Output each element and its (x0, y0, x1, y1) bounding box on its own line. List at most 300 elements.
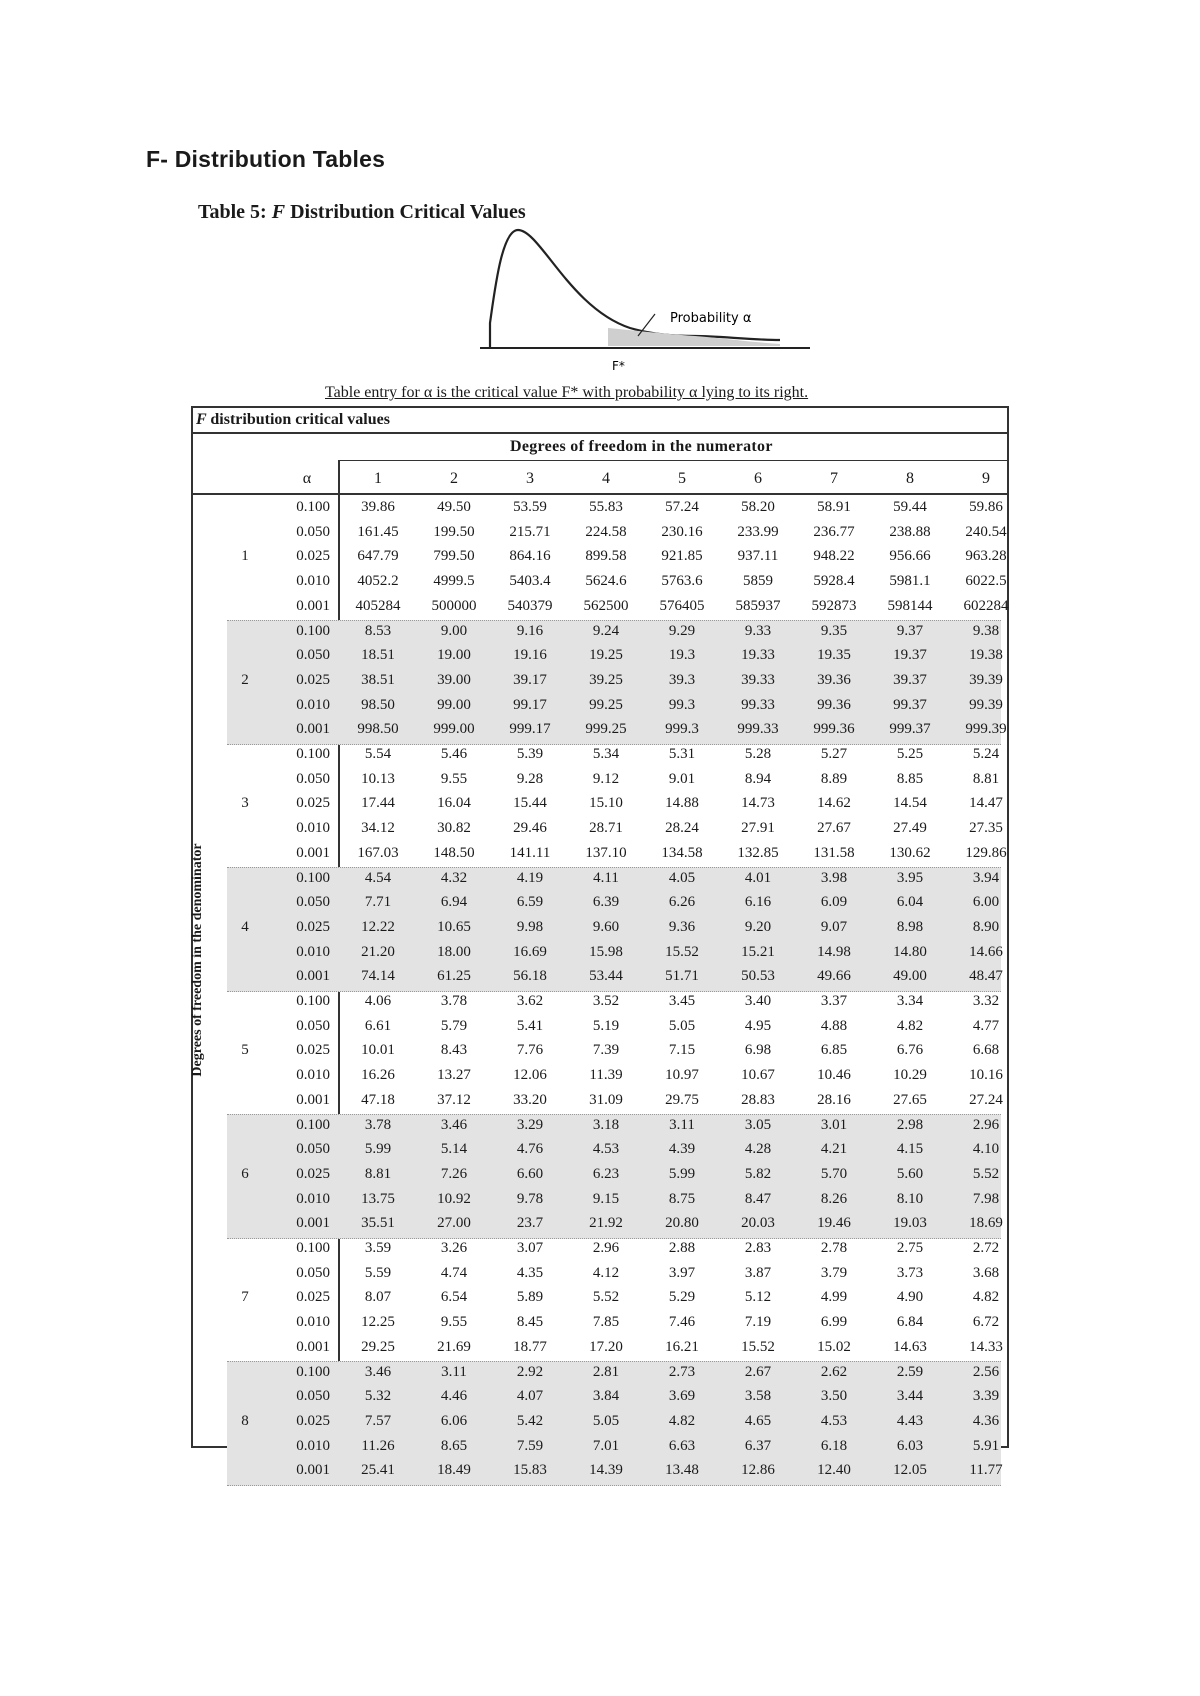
critical-value-cell: 2.96 (592, 1240, 620, 1256)
critical-value-cell: 5.70 (820, 1165, 848, 1182)
critical-value-cell: 3.37 (820, 993, 848, 1009)
critical-value-cell: 6.39 (592, 894, 620, 911)
critical-value-cell: 2.88 (668, 1240, 696, 1256)
critical-value-cell: 3.98 (820, 869, 848, 886)
critical-value-cell: 12.25 (361, 1314, 395, 1331)
critical-value-cell: 3.44 (896, 1388, 924, 1405)
critical-value-cell: 3.01 (820, 1116, 848, 1133)
critical-value-cell: 29.25 (361, 1338, 395, 1355)
critical-value-cell: 20.03 (741, 1215, 775, 1232)
critical-value-cell: 4.88 (820, 1017, 848, 1034)
frame-title (196, 411, 390, 429)
critical-value-cell: 5.24 (972, 746, 1000, 762)
alpha-value: 0.010 (296, 1437, 330, 1454)
alpha-value: 0.001 (296, 1462, 330, 1479)
critical-value-cell: 9.29 (668, 622, 696, 639)
critical-value-cell: 4.12 (592, 1264, 620, 1281)
critical-value-cell: 27.91 (741, 820, 775, 837)
critical-value-cell: 236.77 (813, 523, 855, 540)
critical-value-cell: 10.97 (665, 1067, 699, 1084)
critical-value-cell: 33.20 (513, 1091, 547, 1108)
critical-value-cell: 14.62 (817, 795, 851, 812)
critical-value-cell: 5.32 (364, 1388, 392, 1405)
critical-value-cell: 9.33 (744, 622, 772, 639)
critical-value-cell: 6.60 (516, 1165, 544, 1182)
critical-value-cell: 4.06 (364, 993, 392, 1009)
critical-value-cell: 5.59 (364, 1264, 392, 1281)
critical-value-cell: 99.39 (969, 696, 1003, 713)
critical-value-cell: 4.01 (744, 869, 772, 886)
critical-value-cell: 8.53 (364, 622, 392, 639)
critical-value-cell: 240.54 (965, 523, 1007, 540)
critical-value-cell: 13.27 (437, 1067, 471, 1084)
critical-value-cell: 49.50 (437, 499, 471, 515)
critical-value-cell: 2.98 (896, 1116, 924, 1133)
critical-value-cell: 10.01 (361, 1042, 395, 1059)
critical-value-cell: 4.74 (440, 1264, 468, 1281)
numerator-heading: Degrees of freedom in the numerator (510, 438, 773, 455)
critical-value-cell: 948.22 (813, 548, 855, 565)
critical-value-cell: 4.11 (593, 869, 619, 886)
critical-value-cell: 20.80 (665, 1215, 699, 1232)
table-title-rest: Distribution Critical Values (290, 201, 526, 223)
critical-value-cell: 4.28 (744, 1141, 772, 1158)
alpha-value: 0.100 (296, 1363, 330, 1380)
critical-value-cell: 53.59 (513, 499, 547, 515)
critical-value-cell: 19.38 (969, 647, 1003, 664)
critical-value-cell: 2.62 (820, 1363, 848, 1380)
critical-value-cell: 12.22 (361, 918, 395, 935)
critical-value-cell: 4.82 (972, 1289, 1000, 1306)
critical-value-cell: 500000 (431, 597, 477, 614)
critical-value-cell: 864.16 (509, 548, 551, 565)
critical-value-cell: 14.88 (665, 795, 699, 812)
critical-value-cell: 937.11 (737, 548, 779, 565)
critical-value-cell: 16.26 (361, 1067, 395, 1084)
critical-value-cell: 7.59 (516, 1437, 544, 1454)
critical-value-cell: 49.66 (817, 968, 851, 985)
numerator-df-header: 8 (906, 470, 914, 487)
denominator-df-label: 5 (241, 1042, 249, 1059)
critical-value-cell: 233.99 (737, 523, 779, 540)
critical-value-cell: 27.24 (969, 1091, 1003, 1108)
critical-value-cell: 4052.2 (357, 573, 399, 590)
critical-value-cell: 19.25 (589, 647, 623, 664)
critical-value-cell: 5.39 (516, 746, 544, 762)
critical-value-cell: 3.45 (668, 993, 696, 1009)
critical-value-cell: 6.68 (972, 1042, 1000, 1059)
critical-value-cell: 3.84 (592, 1388, 620, 1405)
critical-value-cell: 3.07 (516, 1240, 544, 1256)
alpha-value: 0.050 (296, 1141, 330, 1158)
critical-value-cell: 4.54 (364, 869, 392, 886)
critical-value-cell: 9.38 (972, 622, 1000, 639)
critical-value-cell: 7.98 (972, 1190, 1000, 1207)
critical-value-cell: 5.27 (820, 746, 848, 762)
numerator-df-header: 6 (754, 470, 762, 487)
critical-value-cell: 7.26 (440, 1165, 468, 1182)
critical-value-cell: 3.26 (440, 1240, 468, 1256)
critical-value-cell: 6.16 (744, 894, 772, 911)
critical-value-cell: 9.60 (592, 918, 620, 935)
alpha-value: 0.001 (296, 1215, 330, 1232)
critical-value-cell: 99.36 (817, 696, 851, 713)
critical-value-cell: 5859 (743, 573, 773, 590)
critical-value-cell: 29.75 (665, 1091, 699, 1108)
critical-value-cell: 167.03 (357, 844, 399, 861)
critical-value-cell: 576405 (659, 597, 705, 614)
critical-value-cell: 16.21 (665, 1338, 699, 1355)
critical-value-cell: 18.77 (513, 1338, 547, 1355)
alpha-value: 0.100 (296, 869, 330, 886)
critical-value-cell: 59.44 (893, 499, 927, 515)
numerator-df-header: 9 (982, 470, 990, 487)
critical-value-cell: 15.21 (741, 943, 775, 960)
critical-value-cell: 3.78 (440, 993, 468, 1009)
critical-value-cell: 4.53 (592, 1141, 620, 1158)
critical-value-cell: 19.00 (437, 647, 471, 664)
critical-value-cell: 56.18 (513, 968, 547, 985)
critical-value-cell: 58.20 (741, 499, 775, 515)
critical-value-cell: 4.82 (896, 1017, 924, 1034)
alpha-value: 0.010 (296, 1314, 330, 1331)
critical-value-cell: 5.42 (516, 1412, 544, 1429)
critical-value-cell: 9.07 (820, 918, 848, 935)
critical-value-cell: 999.00 (433, 721, 475, 738)
critical-value-cell: 15.02 (817, 1338, 851, 1355)
shaded-group-band (227, 867, 1001, 993)
critical-value-cell: 10.16 (969, 1067, 1003, 1084)
critical-value-cell: 4.15 (896, 1141, 924, 1158)
critical-value-cell: 28.24 (665, 820, 699, 837)
critical-value-cell: 29.46 (513, 820, 547, 837)
alpha-value: 0.010 (296, 820, 330, 837)
critical-value-cell: 2.59 (896, 1363, 924, 1380)
critical-value-cell: 8.90 (972, 918, 1000, 935)
critical-value-cell: 53.44 (589, 968, 623, 985)
denominator-df-label: 2 (241, 671, 249, 688)
critical-value-cell: 7.15 (668, 1042, 696, 1059)
critical-value-cell: 129.86 (965, 844, 1007, 861)
critical-value-cell: 8.81 (364, 1165, 392, 1182)
critical-value-cell: 19.03 (893, 1215, 927, 1232)
critical-value-cell: 9.20 (744, 918, 772, 935)
critical-value-cell: 6.03 (896, 1437, 924, 1454)
denominator-df-label: 3 (241, 795, 249, 812)
shaded-group-band (227, 620, 1001, 746)
critical-value-cell: 2.73 (668, 1363, 696, 1380)
critical-value-cell: 6.00 (972, 894, 1000, 911)
critical-value-cell: 4.99 (820, 1289, 848, 1306)
critical-value-cell: 6.23 (592, 1165, 620, 1182)
critical-value-cell: 14.33 (969, 1338, 1003, 1355)
critical-value-cell: 602284 (963, 597, 1009, 614)
critical-value-cell: 2.81 (592, 1363, 620, 1380)
critical-value-cell: 17.20 (589, 1338, 623, 1355)
critical-value-cell: 2.96 (972, 1116, 1000, 1133)
critical-value-cell: 4.82 (668, 1412, 696, 1429)
critical-value-cell: 98.50 (361, 696, 395, 713)
critical-value-cell: 7.76 (516, 1042, 544, 1059)
critical-value-cell: 2.72 (972, 1240, 1000, 1256)
alpha-value: 0.001 (296, 721, 330, 738)
critical-value-cell: 5.28 (744, 746, 772, 762)
critical-value-cell: 4.95 (744, 1017, 772, 1034)
critical-value-cell: 5.52 (972, 1165, 1000, 1182)
critical-value-cell: 8.75 (668, 1190, 696, 1207)
critical-value-cell: 6.06 (440, 1412, 468, 1429)
critical-value-cell: 9.15 (592, 1190, 620, 1207)
critical-value-cell: 5.05 (592, 1412, 620, 1429)
critical-value-cell: 4.36 (972, 1412, 1000, 1429)
denominator-df-label: 8 (241, 1412, 249, 1429)
critical-value-cell: 51.71 (665, 968, 699, 985)
alpha-value: 0.025 (296, 1289, 330, 1306)
critical-value-cell: 18.69 (969, 1215, 1003, 1232)
denominator-df-label: 4 (241, 918, 249, 935)
critical-value-cell: 12.06 (513, 1067, 547, 1084)
critical-value-cell: 3.58 (744, 1388, 772, 1405)
critical-value-cell: 19.16 (513, 647, 547, 664)
critical-value-cell: 2.83 (744, 1240, 772, 1256)
critical-value-cell: 230.16 (661, 523, 703, 540)
critical-value-cell: 14.39 (589, 1462, 623, 1479)
critical-value-cell: 5.99 (668, 1165, 696, 1182)
critical-value-cell: 4999.5 (433, 573, 475, 590)
alpha-value: 0.025 (296, 1165, 330, 1182)
critical-value-cell: 148.50 (433, 844, 475, 861)
critical-value-cell: 4.05 (668, 869, 696, 886)
critical-value-cell: 130.62 (889, 844, 931, 861)
critical-value-cell: 99.17 (513, 696, 547, 713)
critical-value-cell: 9.36 (668, 918, 696, 935)
alpha-value: 0.010 (296, 1190, 330, 1207)
critical-value-cell: 30.82 (437, 820, 471, 837)
critical-value-cell: 3.97 (668, 1264, 696, 1281)
critical-value-cell: 8.45 (516, 1314, 544, 1331)
critical-value-cell: 39.25 (589, 671, 623, 688)
alpha-value: 0.001 (296, 1091, 330, 1108)
critical-value-cell: 3.40 (744, 993, 772, 1009)
critical-value-cell: 5.91 (972, 1437, 1000, 1454)
table-caption: Table entry for α is the critical value F* with probability α lying to its right. (325, 384, 809, 401)
critical-value-cell: 14.80 (893, 943, 927, 960)
critical-value-cell: 4.07 (516, 1388, 544, 1405)
alpha-value: 0.050 (296, 770, 330, 787)
critical-value-cell: 10.67 (741, 1067, 775, 1084)
critical-value-cell: 4.76 (516, 1141, 544, 1158)
critical-value-cell: 5928.4 (813, 573, 855, 590)
alpha-value: 0.001 (296, 1338, 330, 1355)
critical-value-cell: 141.11 (509, 844, 551, 861)
critical-value-cell: 2.78 (820, 1240, 848, 1256)
critical-value-cell: 161.45 (357, 523, 399, 540)
critical-value-cell: 17.44 (361, 795, 395, 812)
critical-value-cell: 4.43 (896, 1412, 924, 1429)
alpha-value: 0.050 (296, 894, 330, 911)
alpha-value: 0.100 (296, 499, 330, 515)
critical-value-cell: 5.19 (592, 1017, 620, 1034)
critical-value-cell: 3.34 (896, 993, 924, 1009)
critical-value-cell: 405284 (355, 597, 401, 614)
critical-value-cell: 12.40 (817, 1462, 851, 1479)
critical-value-cell: 10.29 (893, 1067, 927, 1084)
critical-value-cell: 10.92 (437, 1190, 471, 1207)
critical-value-cell: 6.59 (516, 894, 544, 911)
critical-value-cell: 4.90 (896, 1289, 924, 1306)
alpha-value: 0.025 (296, 918, 330, 935)
critical-value-cell: 224.58 (585, 523, 627, 540)
critical-value-cell: 3.78 (364, 1116, 392, 1133)
critical-value-cell: 14.63 (893, 1338, 927, 1355)
critical-value-cell: 11.26 (361, 1437, 395, 1454)
critical-value-cell: 6.37 (744, 1437, 772, 1454)
critical-value-cell: 7.46 (668, 1314, 696, 1331)
critical-value-cell: 6.18 (820, 1437, 848, 1454)
critical-value-cell: 3.62 (516, 993, 544, 1009)
critical-value-cell: 5.82 (744, 1165, 772, 1182)
alpha-value: 0.100 (296, 1116, 330, 1133)
critical-value-cell: 3.73 (896, 1264, 924, 1281)
critical-value-cell: 34.12 (361, 820, 395, 837)
critical-value-cell: 23.7 (516, 1215, 544, 1232)
critical-value-cell: 14.66 (969, 943, 1003, 960)
critical-value-cell: 3.79 (820, 1264, 848, 1281)
shaded-group-band (227, 1361, 1001, 1487)
critical-value-cell: 10.13 (361, 770, 395, 787)
critical-value-cell: 38.51 (361, 671, 395, 688)
critical-value-cell: 28.16 (817, 1091, 851, 1108)
critical-value-cell: 3.46 (440, 1116, 468, 1133)
critical-value-cell: 5.25 (896, 746, 924, 762)
critical-value-cell: 16.69 (513, 943, 547, 960)
critical-value-cell: 2.67 (744, 1363, 772, 1380)
denominator-df-label: 6 (241, 1165, 249, 1182)
critical-value-cell: 8.94 (744, 770, 772, 787)
critical-value-cell: 39.33 (741, 671, 775, 688)
critical-value-cell: 4.39 (668, 1141, 696, 1158)
critical-value-cell: 21.20 (361, 943, 395, 960)
critical-value-cell: 9.78 (516, 1190, 544, 1207)
critical-value-cell: 3.52 (592, 993, 620, 1009)
frame-title-rest: distribution critical values (210, 411, 390, 428)
numerator-df-header: 5 (678, 470, 686, 487)
critical-value-cell: 647.79 (357, 548, 399, 565)
critical-value-cell: 18.51 (361, 647, 395, 664)
critical-value-cell: 7.01 (592, 1437, 620, 1454)
critical-value-cell: 3.46 (364, 1363, 392, 1380)
critical-value-cell: 199.50 (433, 523, 475, 540)
critical-value-cell: 15.10 (589, 795, 623, 812)
critical-value-cell: 999.37 (889, 721, 931, 738)
critical-value-cell: 6.98 (744, 1042, 772, 1059)
page-heading: F- Distribution Tables (146, 146, 386, 172)
numerator-rule (338, 460, 1009, 461)
critical-value-cell: 999.25 (585, 721, 627, 738)
critical-value-cell: 3.68 (972, 1264, 1000, 1281)
critical-value-cell: 39.39 (969, 671, 1003, 688)
critical-value-cell: 6022.5 (965, 573, 1007, 590)
critical-value-cell: 27.65 (893, 1091, 927, 1108)
critical-value-cell: 5624.6 (585, 573, 627, 590)
critical-value-cell: 5.05 (668, 1017, 696, 1034)
critical-value-cell: 8.43 (440, 1042, 468, 1059)
denominator-df-label: 1 (241, 548, 249, 565)
critical-value-cell: 37.12 (437, 1091, 471, 1108)
alpha-value: 0.025 (296, 1042, 330, 1059)
critical-value-cell: 8.65 (440, 1437, 468, 1454)
critical-value-cell: 6.99 (820, 1314, 848, 1331)
critical-value-cell: 7.57 (364, 1412, 392, 1429)
table-title-prefix: Table 5: (198, 201, 267, 223)
critical-value-cell: 999.36 (813, 721, 855, 738)
critical-value-cell: 3.39 (972, 1388, 1000, 1405)
header-rule (191, 493, 1009, 495)
critical-value-cell: 15.44 (513, 795, 547, 812)
critical-value-cell: 3.95 (896, 869, 924, 886)
critical-value-cell: 921.85 (661, 548, 703, 565)
alpha-value: 0.050 (296, 523, 330, 540)
alpha-value: 0.050 (296, 1017, 330, 1034)
critical-value-cell: 3.05 (744, 1116, 772, 1133)
critical-value-cell: 9.16 (516, 622, 544, 639)
critical-value-cell: 5981.1 (889, 573, 931, 590)
critical-value-cell: 2.75 (896, 1240, 924, 1256)
critical-value-cell: 39.00 (437, 671, 471, 688)
title-rule (191, 432, 1009, 434)
critical-value-cell: 18.00 (437, 943, 471, 960)
critical-value-cell: 15.98 (589, 943, 623, 960)
critical-value-cell: 5763.6 (661, 573, 703, 590)
critical-value-cell: 6.76 (896, 1042, 924, 1059)
critical-value-cell: 899.58 (585, 548, 627, 565)
critical-value-cell: 9.00 (440, 622, 468, 639)
alpha-value: 0.100 (296, 622, 330, 639)
critical-value-cell: 3.69 (668, 1388, 696, 1405)
critical-value-cell: 4.21 (820, 1141, 848, 1158)
alpha-value: 0.010 (296, 573, 330, 590)
critical-value-cell: 12.86 (741, 1462, 775, 1479)
f-density-curve (480, 228, 810, 378)
critical-value-cell: 27.35 (969, 820, 1003, 837)
critical-value-cell: 3.11 (669, 1116, 695, 1133)
alpha-value: 0.100 (296, 746, 330, 762)
critical-value-cell: 39.17 (513, 671, 547, 688)
critical-value-cell: 4.77 (972, 1017, 1000, 1034)
critical-value-cell: 4.10 (972, 1141, 1000, 1158)
numerator-df-header: 7 (830, 470, 838, 487)
critical-value-cell: 3.18 (592, 1116, 620, 1133)
critical-value-cell: 998.50 (357, 721, 399, 738)
critical-value-cell: 5403.4 (509, 573, 551, 590)
critical-value-cell: 19.33 (741, 647, 775, 664)
numerator-df-header: 4 (602, 470, 610, 487)
critical-value-cell: 999.3 (665, 721, 699, 738)
critical-value-cell: 132.85 (737, 844, 779, 861)
critical-value-cell: 59.86 (969, 499, 1003, 515)
critical-value-cell: 9.01 (668, 770, 696, 787)
critical-value-cell: 4.65 (744, 1412, 772, 1429)
critical-value-cell: 27.67 (817, 820, 851, 837)
probability-label: Probability α (670, 311, 752, 326)
critical-value-cell: 5.52 (592, 1289, 620, 1306)
critical-value-cell: 9.12 (592, 770, 620, 787)
critical-value-cell: 562500 (583, 597, 629, 614)
critical-value-cell: 2.56 (972, 1363, 1000, 1380)
critical-value-cell: 5.41 (516, 1017, 544, 1034)
critical-value-cell: 3.11 (441, 1363, 467, 1380)
critical-value-cell: 14.73 (741, 795, 775, 812)
